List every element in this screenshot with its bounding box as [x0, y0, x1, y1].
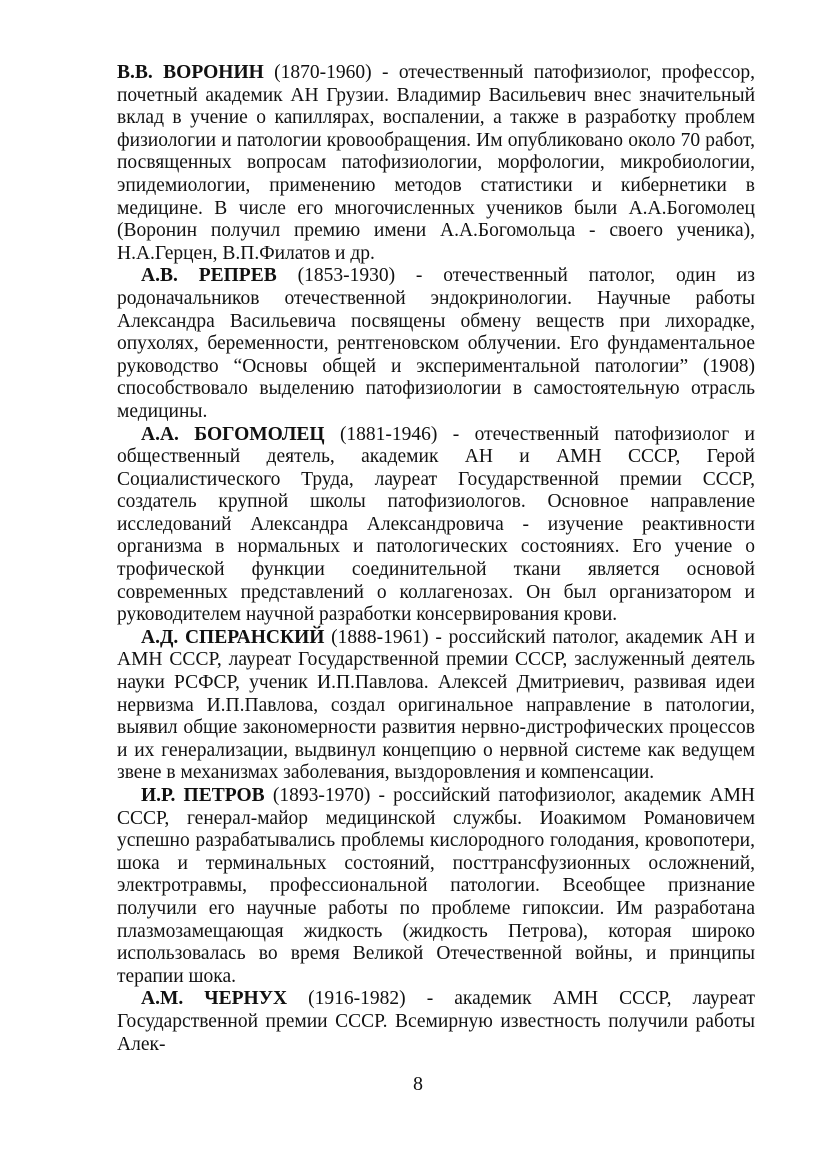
person-name: В.В. ВОРОНИН [117, 62, 264, 83]
person-name: А.Д. СПЕРАНСКИЙ [141, 626, 325, 648]
paragraph-text: (1881-1946) - отечественный патофизиолог и общественный деятель, академик АН и АМН СССР, Герой Социалистического Труда, лауреат Государственной премии СССР, создатель крупной школы патофизиологов. Основное направление исследований Александра Александровича - изучение реактивности организма в нормальных и патологических состояниях. Его учение о трофической функции соединительной ткани является основой современных представлений о коллагенозах. Он был организатором и руководителем научной разработки консервирования крови. [117, 423, 755, 626]
paragraph-petrov [117, 785, 755, 988]
paragraph-reprev [117, 265, 755, 423]
paragraph-text: (1893-1970) - российский патофизиолог, академик АМН СССР, генерал-майор медицинской службы. Иоакимом Романовичем успешно разрабатывались проблемы кислородного голодания, кровопотери, шока и терминальных состояний, посттрансфузионных осложнений, электротравмы, профессиональной патологии. Всеобщее признание получили его научные работы по проблеме гипоксии. Им разработана плазмозамещающая жидкость (жидкость Петрова), которая широко использовалась во время Великой Отечественной войны, и принципы терапии шока. [117, 785, 756, 987]
paragraph-text: (1853-1930) - отечественный патолог, один из родоначальников отечественной эндокринологии. Научные работы Александра Васильевича посвящены обмену веществ при лихорадке, опухолях, беременности, рентгеновском облучении. Его фундаментальное руководство “Основы общей и экспериментальной патологии” (1908) способствовало выделению патофизиологии в самостоятельную отрасль медицины. [117, 265, 755, 422]
paragraph-text: (1870-1960) - отечественный патофизиолог, профессор, почетный академик АН Грузии. Владимир Васильевич внес значительный вклад в учение о капиллярах, воспалении, а также в разработку проблем физиологии и патологии кровообращения. Им опубликовано около 70 работ, посвященных вопросам патофизиологии, морфологии, микробиологии, эпидемиологии, применению методов статистики и кибернетики в медицине. В числе его многочисленных учеников были А.А.Богомолец (Воронин получил премию имени А.А.Богомольца - своего ученика), Н.А.Герцен, В.П.Филатов и др. [117, 62, 756, 264]
person-name: А.М. ЧЕРНУХ [141, 988, 288, 1010]
page-text [117, 62, 755, 1056]
person-name: А.А. БОГОМОЛЕЦ [141, 423, 325, 445]
paragraph-chernukh [117, 988, 755, 1056]
paragraph-text: (1916-1982) - академик АМН СССР, лауреат Государственной премии СССР. Всемирную известность получили работы Алек- [117, 988, 755, 1055]
person-name: А.В. РЕПРЕВ [141, 265, 277, 287]
paragraph-bogomolets [117, 424, 755, 627]
paragraph-speransky [117, 627, 755, 785]
paragraph-text: (1888-1961) - российский патолог, академик АН и АМН СССР, лауреат Государственной премии СССР, заслуженный деятель науки РСФСР, ученик И.П.Павлова. Алексей Дмитриевич, развивая идеи нервизма И.П.Павлова, создал оригинальное направление в патологии, выявил общие закономерности развития нервно-дистрофических процессов и их генерализации, выдвинул концепцию о нервной системе как ведущем звене в механизмах заболевания, выздоровления и компенсации. [117, 626, 755, 784]
paragraph-voronin [117, 62, 755, 265]
page-number: 8 [413, 1073, 423, 1095]
person-name: И.Р. ПЕТРОВ [141, 785, 265, 806]
